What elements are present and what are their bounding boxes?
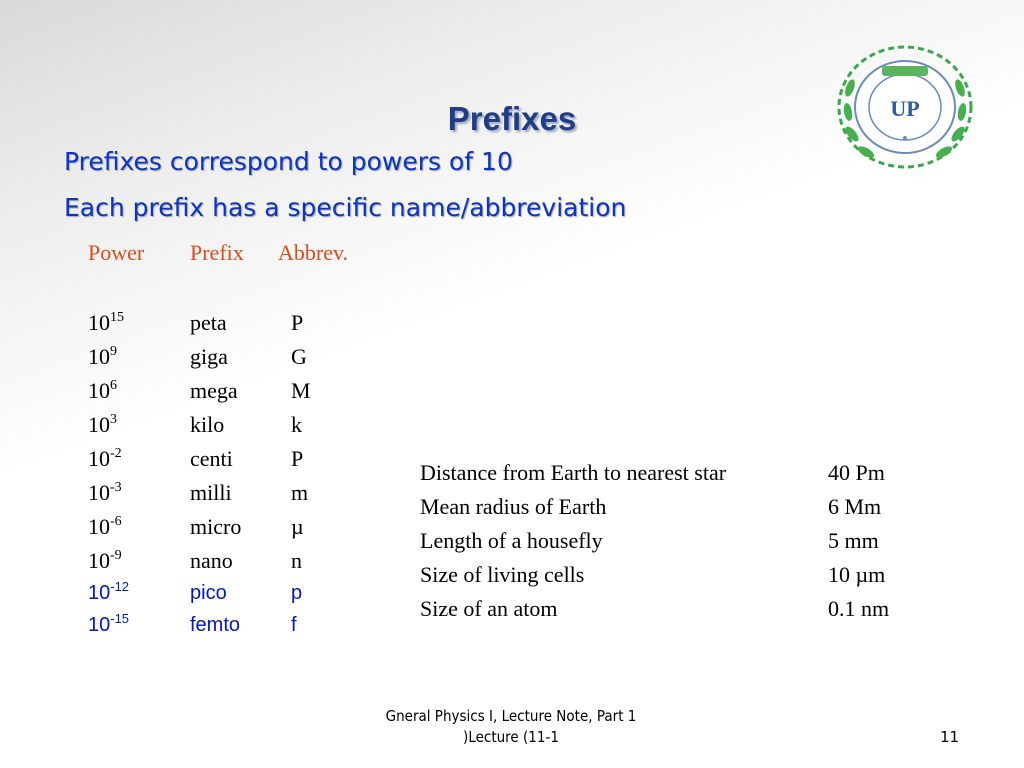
slide-title: Prefixes [447, 100, 577, 137]
logo-text: UP [890, 96, 920, 121]
university-logo [834, 42, 976, 172]
header-power: Power [88, 240, 145, 265]
footer-line-1: Gneral Physics I, Lecture Note, Part 1 [385, 707, 637, 725]
slide-footer [372, 706, 651, 748]
bullet-powers-of-ten: Prefixes correspond to powers of 10 [64, 147, 513, 176]
bullet-name-abbreviation: Each prefix has a specific name/abbreviation [64, 193, 627, 222]
footer-line-2: )Lecture (11-1 [463, 728, 559, 746]
page-number: 11 [940, 728, 960, 746]
header-prefix: Prefix [190, 240, 244, 265]
header-abbrev: Abbrev. [278, 240, 349, 265]
